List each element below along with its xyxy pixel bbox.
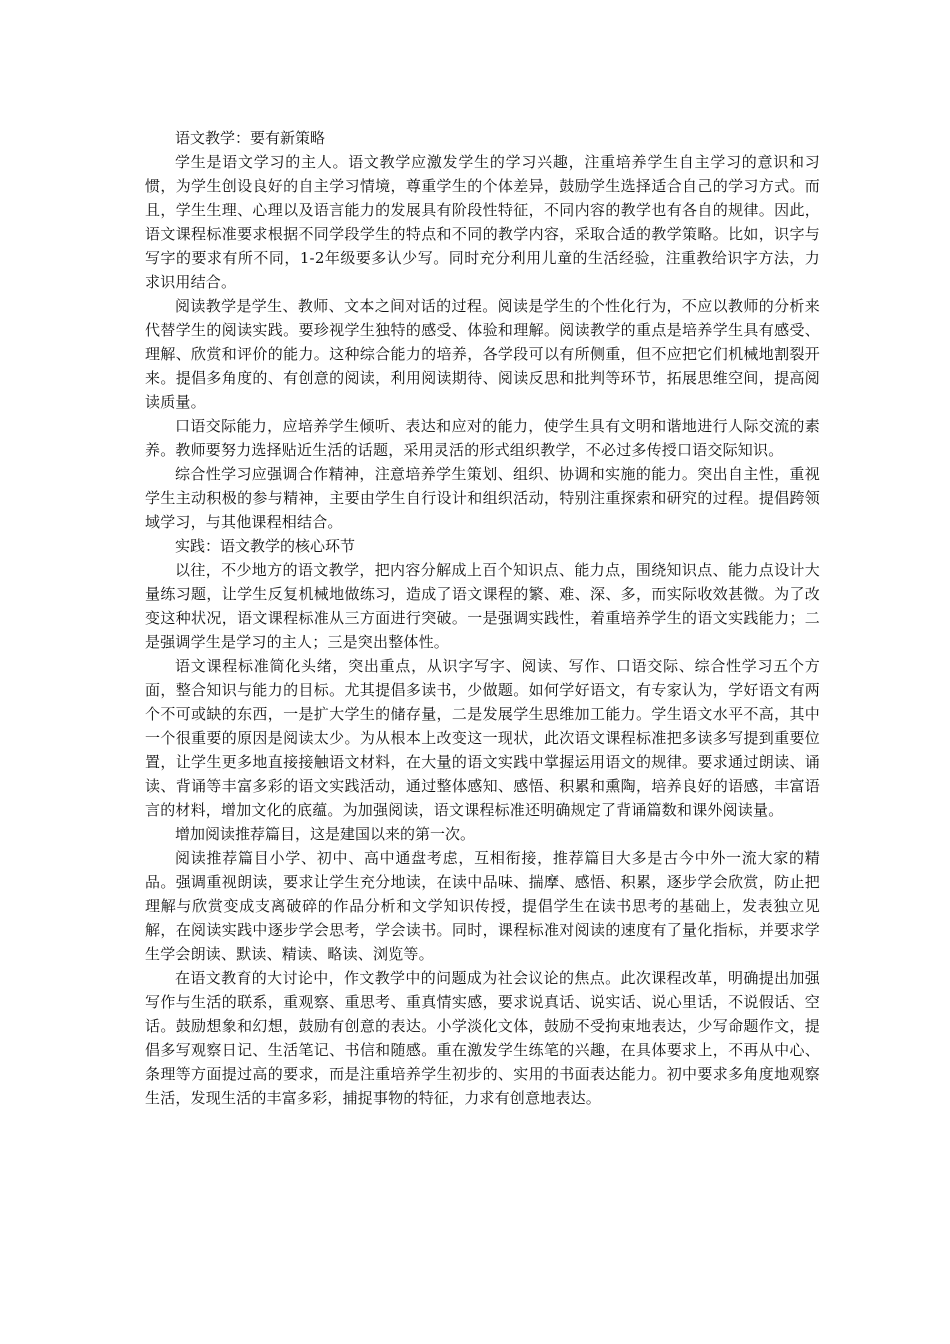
- paragraph: 在语文教育的大讨论中，作文教学中的问题成为社会议论的焦点。此次课程改革，明确提出加强写作与生活的联系，重观察、重思考、重真情实感，要求说真话、说实话、说心里话，不说假话、空话。鼓励想象和幻想，鼓励有创意的表达。小学淡化文体，鼓励不受拘束地表达，少写命题作文，提倡多写观察日记、生活笔记、书信和随感。重在激发学生练笔的兴趣，在具体要求上，不再从中心、条理等方面提过高的要求，而是注重培养学生初步的、实用的书面表达能力。初中要求多角度地观察生活，发现生活的丰富多彩，捕捉事物的特征，力求有创意地表达。: [145, 969, 820, 1107]
- document-page: [145, 126, 820, 1110]
- paragraph: 阅读推荐篇目小学、初中、高中通盘考虑，互相衔接，推荐篇目大多是古今中外一流大家的精品。强调重视朗读，要求让学生充分地读，在读中品味、揣摩、感悟、积累，逐步学会欣赏，防止把理解与欣赏变成支离破碎的作品分析和文学知识传授，提倡学生在读书思考的基础上，发表独立见解，在阅读实践中逐步学会思考，学会读书。同时，课程标准对阅读的速度有了量化指标，并要求学生学会朗读、默读、精读、略读、浏览等。: [145, 849, 820, 963]
- section-heading: 实践：语文教学的核心环节: [175, 537, 356, 555]
- paragraph: 学生是语文学习的主人。语文教学应激发学生的学习兴趣，注重培养学生自主学习的意识和习惯，为学生创设良好的自主学习情境，尊重学生的个体差异，鼓励学生选择适合自己的学习方式。而且，学生生理、心理以及语言能力的发展具有阶段性特征，不同内容的教学也有各自的规律。因此，语文课程标准要求根据不同学段学生的特点和不同的教学内容，采取合适的教学策略。比如，识字与写字的要求有所不同，1-2年级要多认少写。同时充分利用儿童的生活经验，注重教给识字方法，力求识用结合。: [145, 153, 820, 291]
- paragraph: 口语交际能力，应培养学生倾听、表达和应对的能力，使学生具有文明和谐地进行人际交流的素养。教师要努力选择贴近生活的话题，采用灵活的形式组织教学，不必过多传授口语交际知识。: [145, 417, 820, 459]
- section-heading: 增加阅读推荐篇目，这是建国以来的第一次。: [175, 825, 476, 843]
- section-heading: 语文教学：要有新策略: [175, 129, 326, 147]
- paragraph: 综合性学习应强调合作精神，注意培养学生策划、组织、协调和实施的能力。突出自主性，重视学生主动积极的参与精神，主要由学生自行设计和组织活动，特别注重探索和研究的过程。提倡跨领域学习，与其他课程相结合。: [145, 465, 820, 531]
- paragraph: 阅读教学是学生、教师、文本之间对话的过程。阅读是学生的个性化行为，不应以教师的分析来代替学生的阅读实践。要珍视学生独特的感受、体验和理解。阅读教学的重点是培养学生具有感受、理解、欣赏和评价的能力。这种综合能力的培养，各学段可以有所侧重，但不应把它们机械地割裂开来。提倡多角度的、有创意的阅读，利用阅读期待、阅读反思和批判等环节，拓展思维空间，提高阅读质量。: [145, 297, 820, 411]
- paragraph: 语文课程标准简化头绪，突出重点，从识字写字、阅读、写作、口语交际、综合性学习五个方面，整合知识与能力的目标。尤其提倡多读书，少做题。如何学好语文，有专家认为，学好语文有两个不可或缺的东西，一是扩大学生的储存量，二是发展学生思维加工能力。学生语文水平不高，其中一个很重要的原因是阅读太少。为从根本上改变这一现状，此次语文课程标准把多读多写提到重要位置，让学生更多地直接接触语文材料，在大量的语文实践中掌握运用语文的规律。要求通过朗读、诵读、背诵等丰富多彩的语文实践活动，通过整体感知、感悟、积累和熏陶，培养良好的语感，丰富语言的材料，增加文化的底蕴。为加强阅读，语文课程标准还明确规定了背诵篇数和课外阅读量。: [145, 657, 820, 819]
- paragraph: 以往，不少地方的语文教学，把内容分解成上百个知识点、能力点，围绕知识点、能力点设计大量练习题，让学生反复机械地做练习，造成了语文课程的繁、难、深、多，而实际收效甚微。为了改变这种状况，语文课程标准从三方面进行突破。一是强调实践性，着重培养学生的语文实践能力；二是强调学生是学习的主人；三是突出整体性。: [145, 561, 820, 651]
